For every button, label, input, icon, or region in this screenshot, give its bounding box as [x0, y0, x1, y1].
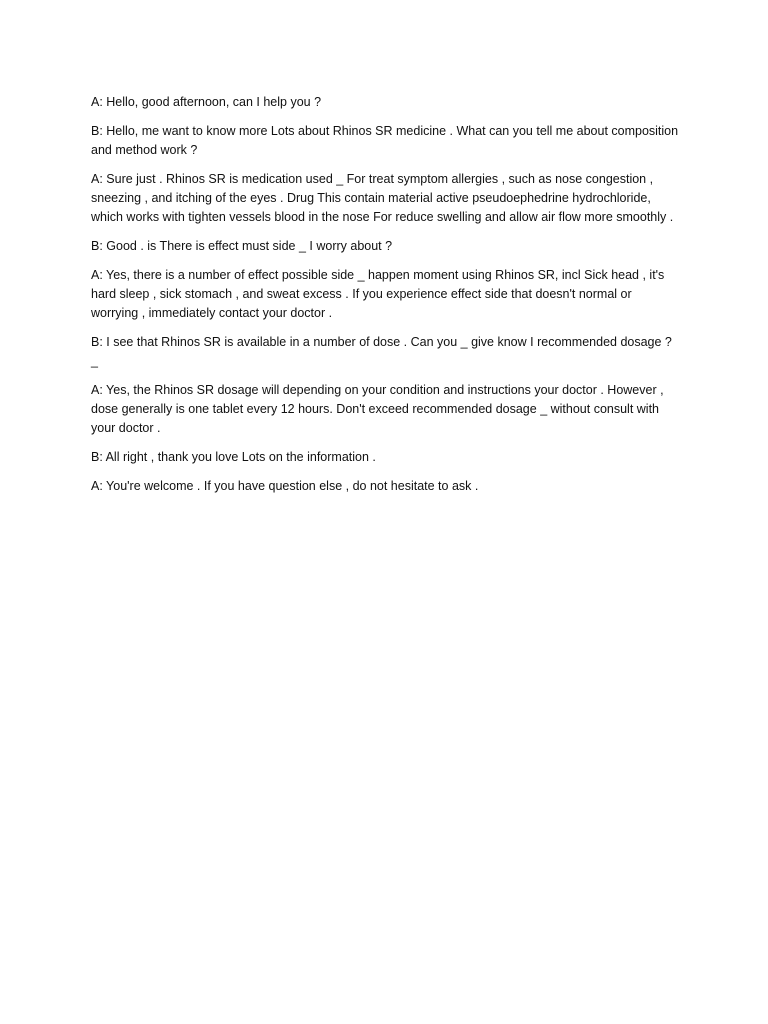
dialogue-line: B: Hello, me want to know more Lots about Rhinos SR medicine . What can you tell me about composition and method work ? [91, 124, 679, 157]
dialogue-line: A: Yes, there is a number of effect possible side _ happen moment using Rhinos SR, incl Sick head , it's hard sleep , sick stomach , and sweat excess . If you experience effect side that doesn't normal or worrying , immediately contact your doctor . [91, 268, 665, 320]
dialogue-line: A: Yes, the Rhinos SR dosage will depending on your condition and instructions your doctor . However , dose generally is one tablet every 12 hours. Don't exceed recommended dosage _ without consult with your doctor . [91, 383, 664, 435]
dialogue-line: B: I see that Rhinos SR is available in a number of dose . Can you _ give know I recommended dosage ? _ [91, 335, 672, 368]
dialogue-line: A: Sure just . Rhinos SR is medication used _ For treat symptom allergies , such as nose congestion , sneezing , and itching of the eyes . Drug This contain material active pseudoephedrine hydrochloride, which works with tighten vessels blood in the nose For reduce swelling and allow air flow more smoothly . [91, 172, 674, 224]
dialogue-line: B: All right , thank you love Lots on the information . [91, 450, 376, 464]
dialogue-text [91, 93, 681, 506]
dialogue-line: A: You're welcome . If you have question else , do not hesitate to ask . [91, 479, 479, 493]
dialogue-line: A: Hello, good afternoon, can I help you ? [91, 95, 322, 109]
dialogue-line: B: Good . is There is effect must side _ I worry about ? [91, 239, 393, 253]
